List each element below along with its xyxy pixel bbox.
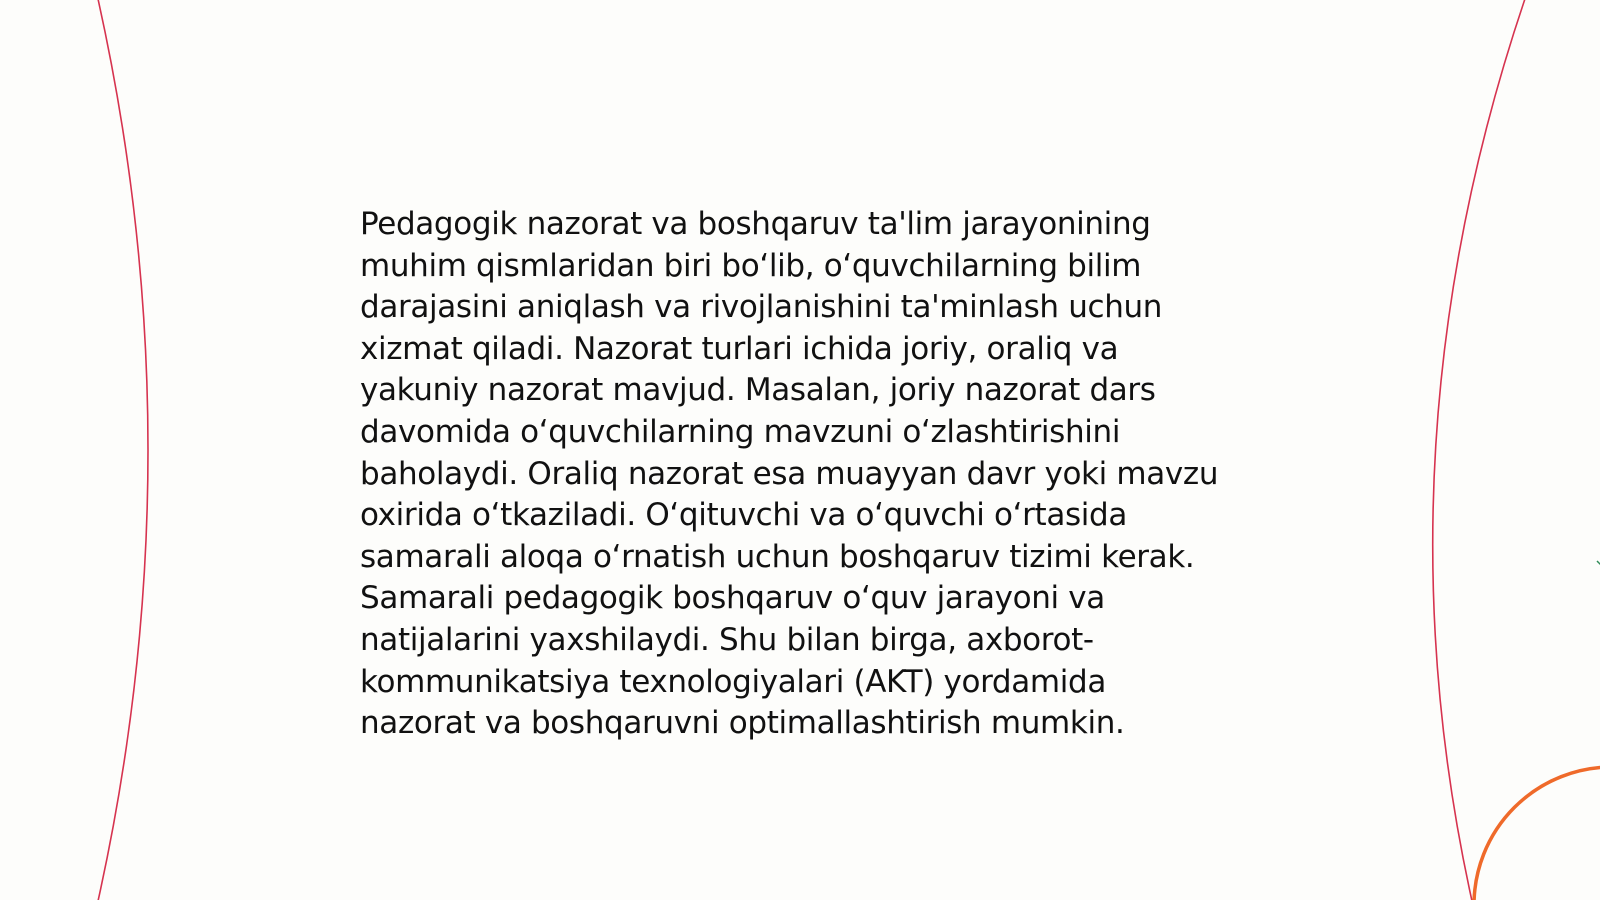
body-paragraph: Pedagogik nazorat va boshqaruv ta'lim jarayonining muhim qismlaridan biri boʻlib, oʻquvchilarning bilim darajasini aniqlash va rivojlanishini ta'minlash uchun xizmat qiladi. Nazorat turlari ichida joriy, oraliq va yakuniy nazorat mavjud. Masalan, joriy nazorat dars davomida oʻquvchilarning mavzuni oʻzlashtirishini baholaydi. Oraliq nazorat esa muayyan davr yoki mavzu oxirida oʻtkaziladi. Oʻqituvchi va oʻquvchi oʻrtasida samarali aloqa oʻrnatish uchun boshqaruv tizimi kerak. Samarali pedagogik boshqaruv oʻquv jarayoni va natijalarini yaxshilaydi. Shu bilan birga, axborot-kommunikatsiya texnologiyalari (AKT) yordamida nazorat va boshqaruvni optimallashtirish mumkin. bbox=[360, 206, 1219, 742]
left-arc-line bbox=[96, 0, 148, 900]
orange-circle-outline bbox=[1474, 767, 1600, 900]
right-arc-line bbox=[1433, 0, 1528, 900]
